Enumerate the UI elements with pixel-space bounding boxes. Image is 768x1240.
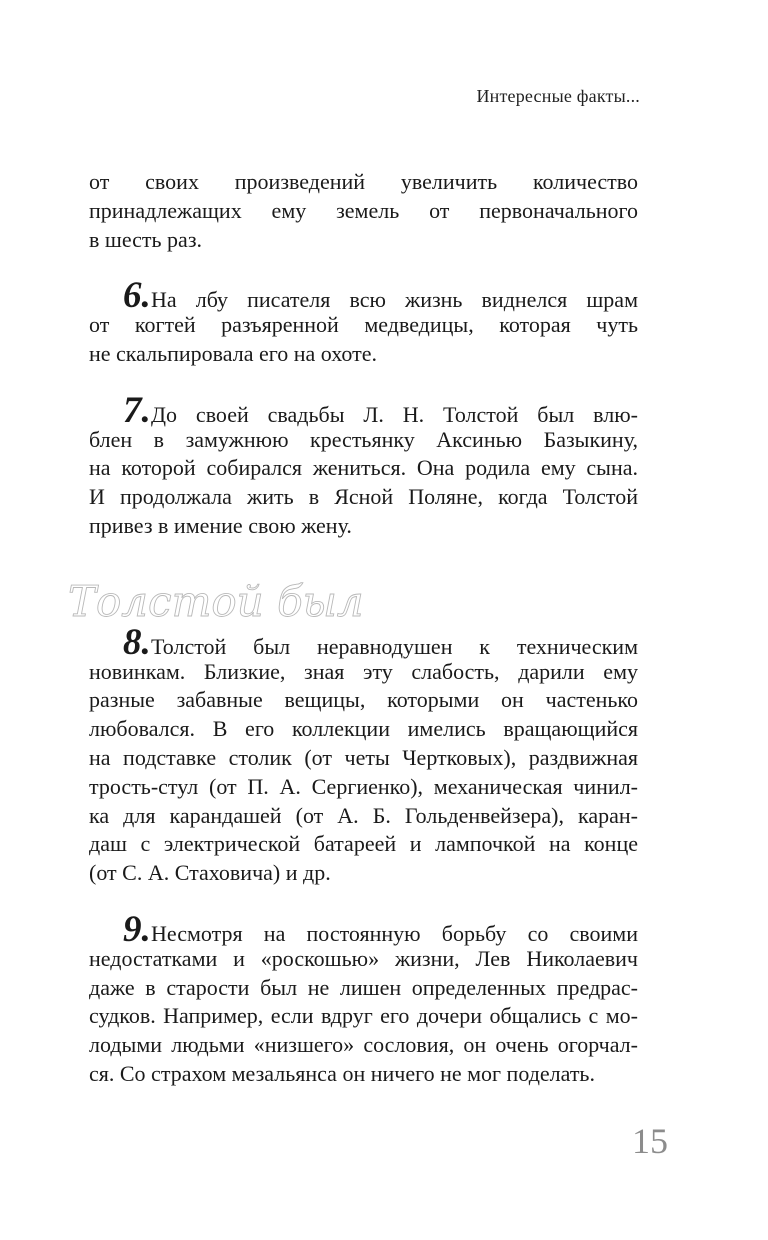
fact-number: 7. (123, 389, 151, 431)
text-line: блен в замужнюю крестьянку Аксинью Базыкину, (89, 426, 638, 452)
text-line (89, 275, 638, 317)
fact-text: До своей свадьбы Л. Н. Толстой был влю- (151, 401, 638, 427)
watermark-text: Толстой был (68, 577, 364, 626)
fact-7 (89, 389, 638, 541)
text-line: И продолжала жить в Ясной Поляне, когда Толстой (89, 484, 638, 510)
text-line: разные забавные вещицы, которыми он частенько (89, 687, 638, 713)
text-line: даже в старости был не лишен определенных предрас- (89, 974, 638, 1000)
fact-text: На лбу писателя всю жизнь виднелся шрам (151, 287, 638, 313)
intro-paragraph (89, 168, 638, 254)
text-line (89, 621, 638, 663)
fact-6 (89, 275, 638, 368)
fact-text: Толстой был неравнодушен к техническим (151, 633, 638, 659)
text-line: судков. Например, если вдруг его дочери общались с мо- (89, 1003, 638, 1029)
fact-number: 6. (123, 275, 151, 317)
text-line: от своих произведений увеличить количество (89, 169, 638, 194)
text-line: ка для карандашей (от А. Б. Гольденвейзера), каран- (89, 802, 638, 828)
fact-text: Несмотря на постоянную борьбу со своими (151, 920, 638, 946)
text-line: принадлежащих ему земель от первоначального (89, 197, 638, 223)
text-line: любовался. В его коллекции имелись вращающийся (89, 716, 638, 742)
running-header: Интересные факты... (476, 86, 640, 106)
text-line: лодыми людьми «низшего» сословия, он очень огорчал- (89, 1032, 638, 1058)
text-line: на которой собирался жениться. Она родила ему сына. (89, 455, 638, 481)
fact-9 (89, 908, 638, 1089)
text-line: в шесть раз. (89, 226, 203, 252)
text-line: на подставке столик (от четы Чертковых), раздвижная (89, 744, 638, 770)
fact-number: 8. (123, 621, 151, 663)
text-line: ся. Со страхом мезальянса он ничего не мог поделать. (89, 1060, 595, 1086)
text-line: недостатками и «роскошью» жизни, Лев Николаевич (89, 945, 638, 971)
fact-8 (89, 621, 638, 888)
text-line: не скальпировала его на охоте. (89, 340, 377, 366)
text-line: трость-стул (от П. А. Сергиенко), механическая чинил- (89, 773, 638, 799)
text-line: даш с электрической батареей и лампочкой на конце (89, 831, 638, 857)
text-column (89, 168, 638, 1089)
text-line (89, 908, 638, 950)
text-line: от когтей разъяренной медведицы, которая чуть (89, 312, 638, 338)
page-number: 15 (632, 1121, 668, 1161)
text-line (89, 389, 638, 431)
text-line: привез в имение свою жену. (89, 512, 352, 538)
text-line: (от С. А. Стаховича) и др. (89, 860, 331, 886)
text-line: новинкам. Близкие, зная эту слабость, дарили ему (89, 658, 638, 684)
fact-number: 9. (123, 908, 151, 950)
